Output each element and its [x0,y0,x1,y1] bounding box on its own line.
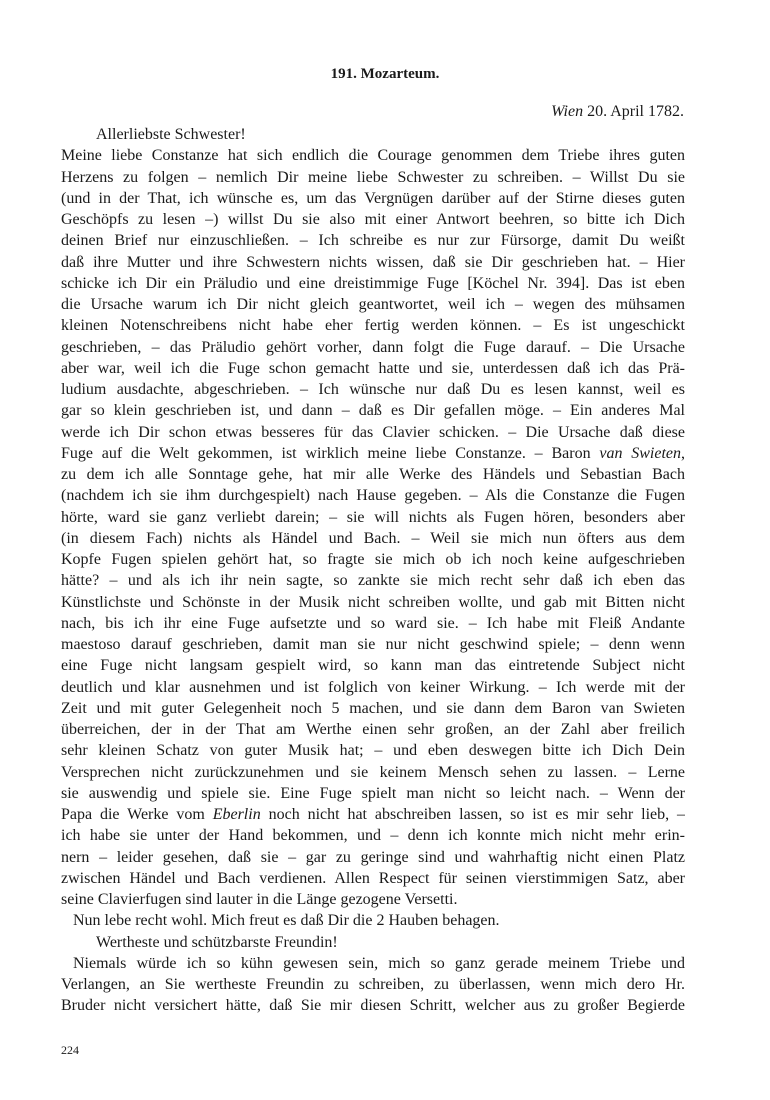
text-line [61,422,685,443]
text-segment: Zeit und mit guter Gelegenheit noch 5 machen, und sie dann dem Baron van Swieten [61,699,685,717]
text-segment: sie auswendig und spiele sie. Eine Fuge spielt man nicht so leicht nach. – Wenn der [61,784,685,802]
text-segment: hörte, ward sie ganz verliebt darein; – sie will nichts als Fugen hören, besonders aber [61,508,685,526]
text-line [61,655,685,676]
text-line [61,995,685,1016]
text-segment: deutlich und klar ausnehmen und ist folglich von keiner Wirkung. – Ich werde mit der [61,678,685,696]
text-segment: noch nicht hat abschreiben lassen, so ist es mir sehr lieb, – [260,806,685,823]
text-line [61,613,685,634]
text-segment: Wertheste und schützbarste Freundin! [96,933,338,951]
text-line [61,698,685,719]
text-segment: Niemals würde ich so kühn gewesen sein, mich so ganz gerade meinem Triebe und [73,954,685,972]
text-line [61,145,685,166]
text-segment: die Ursache warum ich Dir nicht gleich geantwortet, weil ich – wegen des mühsamen [61,296,685,313]
text-line [61,974,685,995]
letter-title: 191. Mozarteum. [330,66,440,82]
text-segment: Künstlichste und Schönste in der Musik nicht schreiben wollte, und gab mit Bitten nicht [61,593,685,611]
text-line [61,825,685,846]
text-line [61,294,685,315]
text-line [61,847,685,868]
text-segment: (in diesem Fach) nichts als Händel und Bach. – Weil sie mich nun öfters aus dem [61,529,685,547]
text-line [61,762,685,783]
text-segment: Herzens zu folgen – nemlich Dir meine liebe Schwester zu schreiben. – Willst Du sie [61,168,685,186]
text-segment: nach, bis ich ihr eine Fuge aufsetzte und so ward sie. – Ich habe mit Fleiß Andante [61,614,685,632]
text-line [61,358,685,379]
text-line [61,252,685,273]
letter-place: Wien [551,103,584,120]
text-line [61,634,685,655]
text-segment: geschrieben, – das Präludio gehört vorher, dann folgt die Fuge darauf. – Die Ursache [61,338,685,356]
text-segment: seine Clavierfugen sind lauter in die Länge gezogene Versetti. [61,891,458,908]
text-line [61,549,685,570]
letter-date: 20. April 1782. [583,103,684,120]
text-line [61,507,685,528]
text-line [61,677,685,698]
text-line [61,124,685,145]
text-segment: Papa die Werke vom [61,806,213,823]
text-line [61,804,685,825]
text-line [61,570,685,591]
text-line [61,188,685,209]
text-segment: Allerliebste Schwester! [96,126,246,143]
text-segment: sehr kleinen Schatz von guter Musik hat; – und eben deswegen bitte ich Dich Dein [61,742,685,760]
italic-name: van Swieten [599,444,681,462]
text-line [61,230,685,251]
text-segment: zu dem ich alle Sonntage gehe, hat mir alle Werke des Händels und Sebastian Bach [61,466,685,483]
text-line [61,783,685,804]
text-segment: zwischen Händel und Bach verdienen. Allen Respect für seinen vierstimmigen Satz, aber [61,869,685,887]
text-segment: Fuge auf die Welt gekommen, ist wirklich meine liebe Constanze. – Baron [61,444,600,462]
text-line [61,273,685,294]
text-segment: schicke ich Dir ein Präludio und eine dreistimmige Fuge [Köchel Nr. 394]. Das ist eben [61,274,685,292]
text-line [61,337,685,358]
text-segment: eine Fuge nicht langsam gespielt wird, so kann man das eintretende Subject nicht [61,657,685,675]
text-segment: ich habe sie unter der Hand bekommen, und – denn ich konnte mich nicht mehr erin- [61,827,685,845]
text-line [61,209,685,230]
text-segment: deinen Brief nur einzuschließen. – Ich schreibe es nur zur Fürsorge, damit Du weißt [61,232,685,250]
text-segment: , [681,444,685,462]
text-segment: nern – leider gesehen, daß sie – gar zu geringe sind und wahrhaftig nicht einen Platz [61,848,685,866]
text-segment: (und in der That, ich wünsche es, um das Vergnügen darüber auf der Stirne dieses guten [61,189,685,207]
text-line [61,528,685,549]
text-line [61,953,685,974]
text-segment: Kopfe Fugen spielen gehört hat, so fragte sie mich ob ich noch keine aufgeschrieben [61,551,685,568]
text-segment: werde ich Dir schon etwas besseres für das Clavier schicken. – Die Ursache daß diese [61,423,685,441]
text-segment: maestoso darauf geschrieben, damit man sie nur nicht geschwind spiele; – denn wenn [61,636,685,653]
text-line [61,740,685,761]
text-line [61,315,685,336]
page-number: 224 [61,1043,79,1057]
text-line [61,167,685,188]
text-line [61,719,685,740]
text-line [61,379,685,400]
text-line [61,868,685,889]
text-line [61,485,685,506]
text-segment: Geschöpfs zu lesen –) willst Du sie also mit einer Antwort beehren, so bitte ich Dich [61,211,685,228]
text-segment: hätte? – und als ich ihr nein sagte, so zankte sie mich recht sehr daß ich eben das [61,572,685,590]
text-segment: Meine liebe Constanze hat sich endlich die Courage genommen dem Triebe ihres guten [61,147,685,165]
text-segment: überreichen, der in der That am Werthe einen sehr großen, an der Zahl aber freilich [61,721,685,738]
text-segment: Versprechen nicht zurückzunehmen und sie keinem Mensch sehen zu lassen. – Lerne [61,763,685,781]
text-line [61,443,685,464]
text-line [61,932,685,953]
text-segment: aber war, weil ich die Fuge schon gemacht hatte und sie, unterdessen daß ich das Prä- [61,359,685,377]
italic-name: Eberlin [212,806,261,823]
text-segment: Nun lebe recht wohl. Mich freut es daß Dir die 2 Hauben behagen. [73,912,500,930]
text-segment: daß ihre Mutter und ihre Schwestern nichts wissen, daß sie Dir geschrieben hat. – Hier [61,253,685,271]
text-segment: kleinen Notenschreibens nicht habe eher fertig werden können. – Es ist ungeschickt [61,317,685,335]
letter-body [61,124,685,1017]
letter-dateline [551,103,684,121]
text-segment: gar so klein geschrieben ist, und dann – daß es Dir gefallen möge. – Ein anderes Mal [61,402,685,420]
text-line [61,464,685,485]
text-line [61,592,685,613]
text-segment: Verlangen, an Sie wertheste Freundin zu schreiben, zu überlassen, wenn mich dero Hr. [61,976,685,993]
text-segment: ludium ausdachte, abgeschrieben. – Ich wünsche nur daß Du es lesen kannst, weil es [61,381,685,398]
text-line [61,889,685,910]
text-segment: Bruder nicht versichert hätte, daß Sie mir diesen Schritt, welcher aus zu großer Begierde [61,997,685,1015]
text-segment: (nachdem ich sie ihm durchgespielt) nach Hause gegeben. – Als die Constanze die Fugen [61,487,685,505]
text-line [61,910,685,931]
text-line [61,400,685,421]
